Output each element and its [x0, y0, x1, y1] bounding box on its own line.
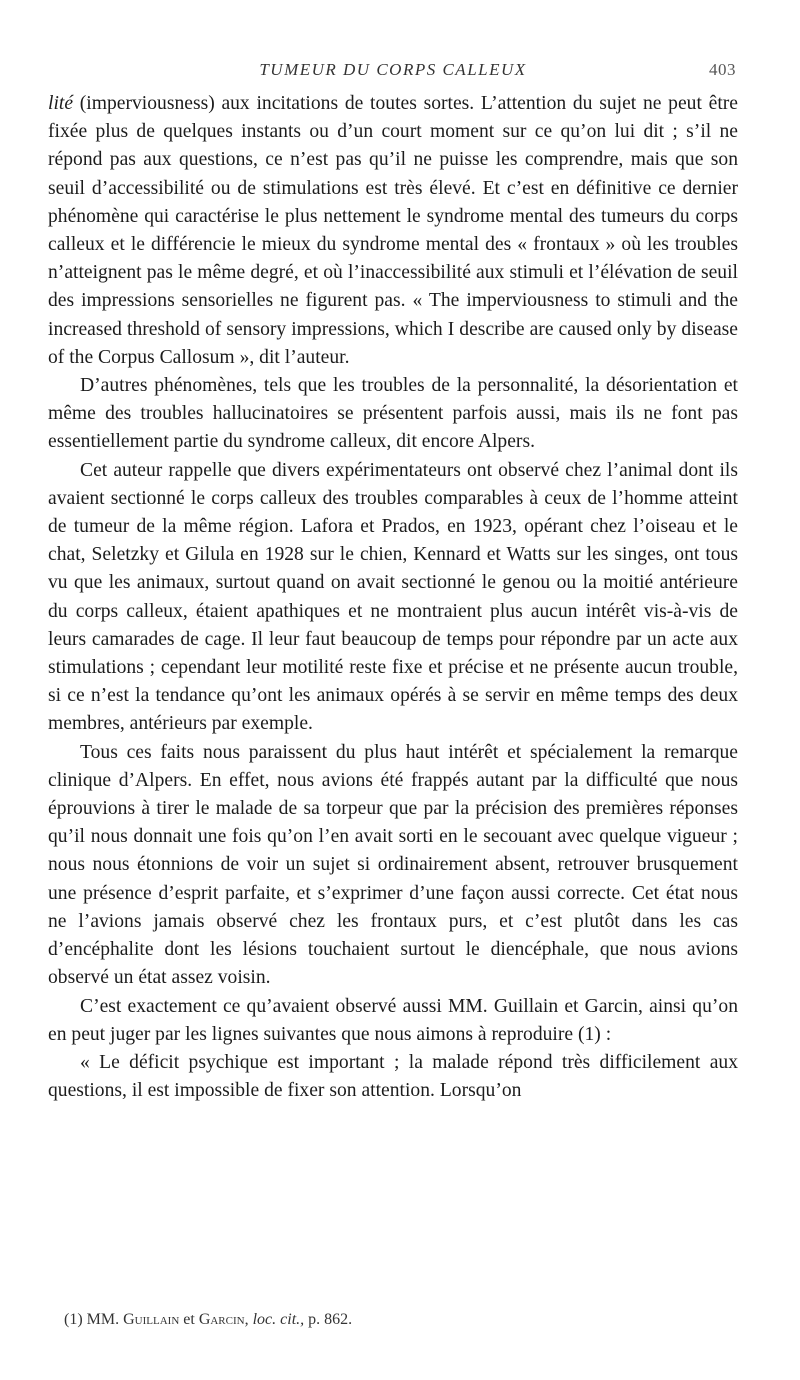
running-head	[48, 58, 738, 86]
paragraph-4: Tous ces faits nous paraissent du plus haut intérêt et spécialement la remarque clinique d’Alpers. En effet, nous avions été frappés autant par la difficulté que nous éprouvions à tirer le malade de sa torpeur que par la précision des premières réponses qu’il nous donnait une fois qu’on l’en avait sorti en le secouant avec quelque vigueur ; nous nous étonnions de voir un sujet si ordinairement absent, retrouver brusquement une présence d’esprit parfaite, et s’exprimer d’une façon aussi correcte. Cet état nous ne l’avions jamais observé chez les frontaux purs, et c’est plutôt dans les cas d’encéphalite dont les lésions touchaient surtout le diencéphale, que nous avions observé un état assez voisin.	[48, 741, 738, 989]
running-title: TUMEUR DU CORPS CALLEUX	[259, 60, 527, 79]
paragraph-6: « Le déficit psychique est important ; la malade répond très difficilement aux questions, il est impossible de fixer son attention. Lorsqu’on	[48, 1051, 738, 1102]
paragraph-3: Cet auteur rappelle que divers expérimentateurs ont observé chez l’animal dont ils avaient sectionné le corps calleux des troubles comparables à ceux de l’homme atteint de tumeur de la même région. Lafora et Prados, en 1923, opérant chez l’oiseau et le chat, Seletzky et Gilula en 1928 sur le chien, Kennard et Watts sur les singes, ont tous vu que les animaux, surtout quand on avait sectionné le genou ou la moitié antérieure du corps calleux, étaient apathiques et ne montraient plus aucun intérêt vis-à-vis de leurs camarades de cage. Il leur faut beaucoup de temps pour répondre par un acte aux stimulations ; cependant leur motilité reste fixe et précise et ne présente aucun trouble, si ce n’est la tendance qu’ont les animaux opérés à se servir en même temps des deux membres, antérieurs par exemple.	[48, 459, 738, 735]
footnote	[64, 1311, 352, 1329]
page	[48, 58, 738, 1105]
footnote-author-2: Garcin,	[198, 1311, 249, 1328]
footnote-page: p. 862.	[308, 1311, 353, 1328]
paragraph-1-lead: lité	[48, 93, 74, 114]
footnote-marker: (1)	[64, 1311, 83, 1328]
paragraph-2: D’autres phénomènes, tels que les troubles de la personnalité, la désorientation et même des troubles hallucinatoires se présentent parfois aussi, mais ils ne font pas essentiellement partie du syndrome calleux, dit encore Alpers.	[48, 375, 738, 453]
footnote-author-1: Guillain	[123, 1311, 180, 1328]
footnote-prefix: MM.	[86, 1311, 120, 1328]
paragraph-1-text: (imperviousness) aux incitations de toutes sortes. L’attention du sujet ne peut être fixée plus de quelques instants ou d’un court moment sur ce qu’on lui dit ; s’il ne répond pas aux questions, ce n’est pas qu’il ne puisse les comprendre, mais que son seuil d’accessibilité ou de stimulations est très élevé. Et c’est en définitive ce dernier phénomène qui caractérise le plus nettement le syndrome mental des tumeurs du corps calleux et le différencie le mieux du syndrome mental des « frontaux » où les troubles n’atteignent pas le même degré, et où l’inaccessibilité aux stimuli et l’élévation de seuil des impressions sensorielles ne figurent pas. « The imperviousness to stimuli and the increased threshold of sensory impressions, which I describe are caused only by disease of the Corpus Callosum », dit l’auteur.	[48, 93, 738, 368]
paragraph-5: C’est exactement ce qu’avaient observé aussi MM. Guillain et Garcin, ainsi qu’on en peut juger par les lignes suivantes que nous aimons à reproduire (1) :	[48, 995, 738, 1045]
body-text	[48, 90, 738, 1105]
footnote-conj: et	[183, 1311, 195, 1328]
page-number: 403	[709, 60, 736, 79]
footnote-reference: loc. cit.,	[252, 1311, 305, 1328]
paragraph-1	[48, 90, 738, 372]
